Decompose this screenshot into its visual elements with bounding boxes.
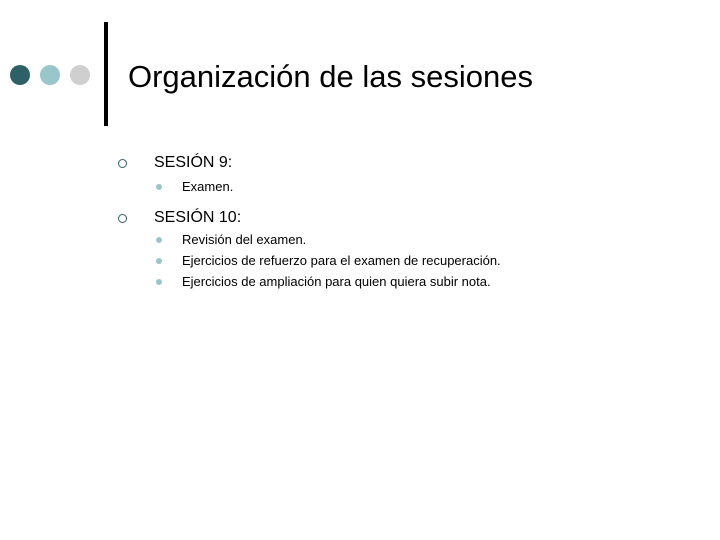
dot-bullet-icon — [156, 184, 162, 190]
session-10-bullet — [118, 208, 678, 230]
list-item: Examen. — [182, 179, 234, 194]
list-item: Ejercicios de ampliación para quien quiera subir nota. — [182, 274, 491, 289]
session-10-item-review — [156, 231, 696, 251]
session-9-bullet — [118, 153, 678, 175]
hollow-circle-bullet-icon — [118, 214, 127, 223]
slide-title: Organización de las sesiones — [128, 59, 533, 94]
session-9-item-exam — [156, 178, 696, 198]
session-10-item-extension — [156, 273, 696, 293]
session-9-heading: SESIÓN 9: — [154, 154, 233, 171]
list-item: Ejercicios de refuerzo para el examen de recuperación. — [182, 253, 501, 268]
session-10-item-reinforcement — [156, 252, 696, 272]
hollow-circle-bullet-icon — [118, 159, 127, 168]
dot-bullet-icon — [156, 237, 162, 243]
dot-bullet-icon — [156, 258, 162, 264]
dot-bullet-icon — [156, 279, 162, 285]
session-10-heading: SESIÓN 10: — [154, 209, 242, 226]
list-item: Revisión del examen. — [182, 232, 307, 247]
